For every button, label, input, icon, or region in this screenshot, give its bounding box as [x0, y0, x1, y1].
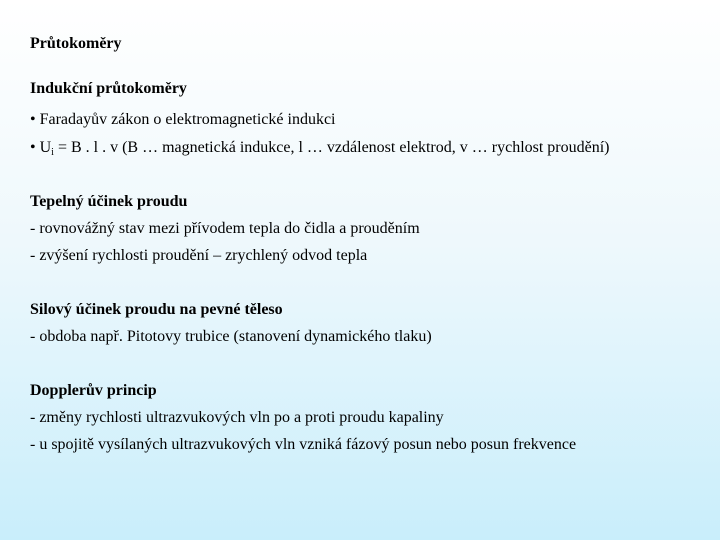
bullet-faraday: • Faradayův zákon o elektromagnetické indukci: [30, 111, 336, 128]
thermal-line-2: - zvýšení rychlosti proudění – zrychlený odvod tepla: [30, 247, 368, 264]
formula-rest: = B . l . v (B … magnetická indukce, l … vzdálenost elektrod, v … rychlost proudění): [53, 139, 610, 156]
formula-prefix: • U: [30, 139, 52, 156]
bullet-formula: [30, 138, 610, 158]
section-heading-thermal: Tepelný účinek proudu: [30, 193, 188, 210]
page-title: Průtokoměry: [30, 35, 122, 52]
doppler-line-1: - změny rychlosti ultrazvukových vln po a proti proudu kapaliny: [30, 409, 444, 426]
section-heading-induction: Indukční průtokoměry: [30, 80, 187, 97]
force-line-1: - obdoba např. Pitotovy trubice (stanovení dynamického tlaku): [30, 328, 432, 345]
formula-subscript: i: [51, 147, 54, 158]
thermal-line-1: - rovnovážný stav mezi přívodem tepla do čidla a prouděním: [30, 220, 420, 237]
section-heading-force: Silový účinek proudu na pevné těleso: [30, 301, 283, 318]
section-heading-doppler: Dopplerův princip: [30, 382, 157, 399]
doppler-line-2: - u spojitě vysílaných ultrazvukových vln vzniká fázový posun nebo posun frekvence: [30, 436, 577, 453]
